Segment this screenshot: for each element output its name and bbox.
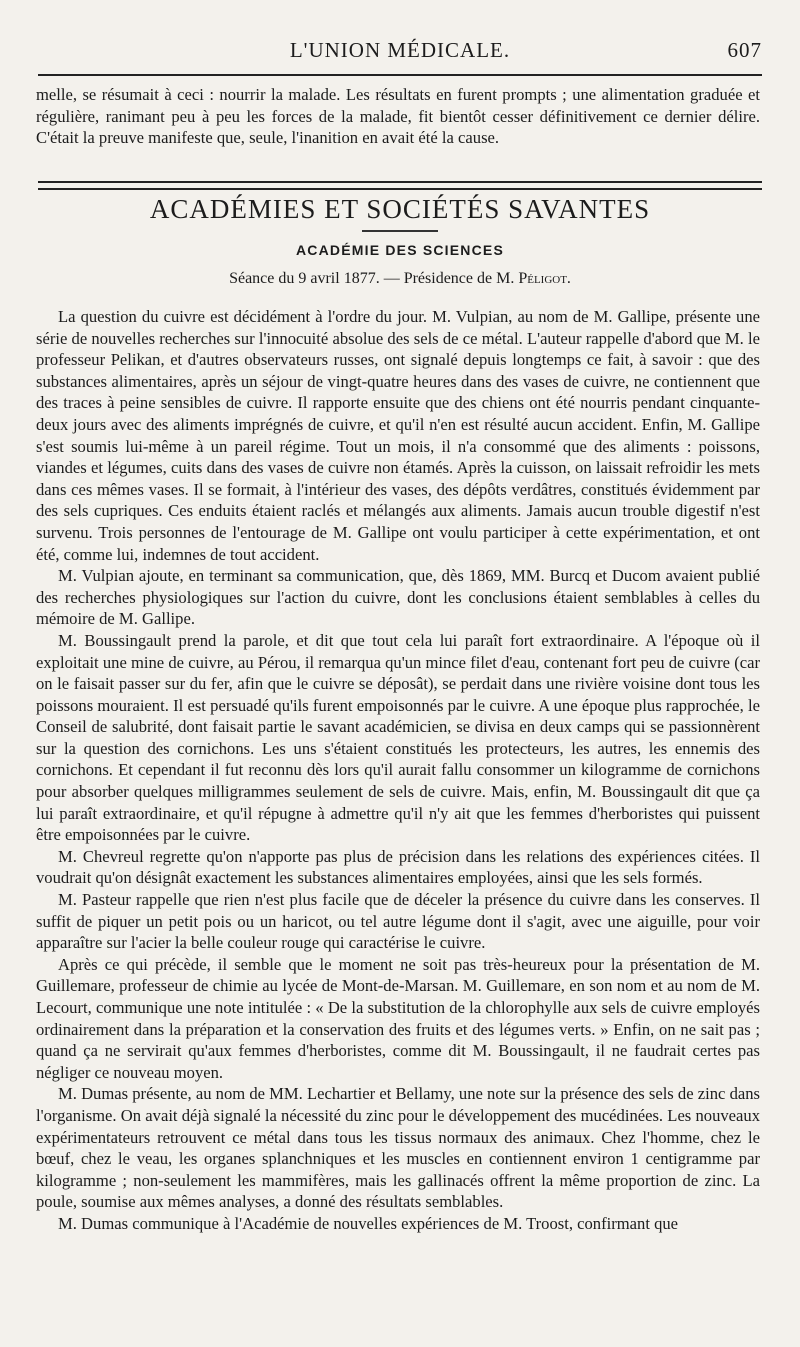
paragraph: La question du cuivre est décidément à l'ordre du jour. M. Vulpian, au nom de M. Gallipe, présente une série de nouvelles recherches sur l'innocuité absolue des sels de ce métal. L'auteur rappelle d'abord que M. le professeur Pelikan, et d'autres observateurs russes, ont signalé depuis longtemps ce fait, à savoir : que des substances alimentaires, après un séjour de vingt-quatre heures dans des vases de cuivre, ne contiennent que des traces à peine sensibles de cuivre. Il rapporte ensuite que des chiens ont été nourris pendant cinquante-deux jours avec des aliments imprégnés de cuivre, et qu'il n'en est résulté aucun accident. Enfin, M. Gallipe s'est soumis lui-même à un pareil régime. Tout un mois, il n'a consommé que des aliments : poissons, viandes et légumes, cuits dans des vases de cuivre non étamés. Après la cuisson, on laissait refroidir les mets dans ces mêmes vases. Il se formait, à l'intérieur des vases, des dépôts verdâtres, constitués évidemment par des sels cupriques. Ces enduits étaient raclés et mélangés aux aliments. Jamais aucun trouble digestif n'est survenu. Trois personnes de l'entourage de M. Gallipe ont voulu participer à cette expérimentation, et ont été, comme lui, indemnes de tout accident. xyxy=(36,307,760,564)
session-date: Séance du 9 avril 1877. — Présidence de M. xyxy=(229,270,515,287)
paragraph: M. Dumas présente, au nom de MM. Lechartier et Bellamy, une note sur la présence des sels de zinc dans l'organisme. On avait déjà signalé la nécessité du zinc pour le développement des mucédinées. Les nouveaux expérimentateurs retrouvent ce métal dans tous les tissus normaux des animaux. Chez l'homme, chez le bœuf, chez le veau, les organes splanchniques et les muscles en contiennent environ 1 centigramme par kilogramme ; non-seulement les mammifères, mais les gallinacés offrent la même proportion de zinc. La poule, soumise aux mêmes analyses, a donné des résultats semblables. xyxy=(36,1084,760,1212)
paragraph: M. Chevreul regrette qu'on n'apporte pas plus de précision dans les relations des expériences citées. Il voudrait qu'on désignât exactement les substances alimentaires employées, ainsi que les sels formés. xyxy=(36,846,760,888)
lead-text xyxy=(36,84,760,149)
paragraph: M. Dumas communique à l'Académie de nouvelles expériences de M. Troost, confirmant que xyxy=(58,1213,679,1233)
paragraph: M. Vulpian ajoute, en terminant sa communication, que, dès 1869, MM. Burcq et Ducom avaient publié des recherches physiologiques sur l'action du cuivre, dont les conclusions étaient semblables à celles du mémoire de M. Gallipe. xyxy=(36,566,760,629)
paragraph: M. Boussingault prend la parole, et dit que tout cela lui paraît fort extraordinaire. A l'époque où il exploitait une mine de cuivre, au Pérou, il remarqua qu'un mince filet d'eau, contenant fort peu de cuivre (car on le faisait passer sur du fer, afin que le cuivre se déposât), se perdait dans une rivière voisine dont tous les poissons mouraient. Il est persuadé qu'ils furent empoisonnés par le cuivre. A une époque plus rapprochée, le Conseil de salubrité, dont faisait partie le savant académicien, se divisa en deux camps qui se passionnèrent sur la question des cornichons. Les uns s'étaient constitués les protecteurs, les autres, les ennemis des cornichons. Et cependant il fut reconnu dès lors qu'il aurait fallu consommer un kilogramme de cornichons pour absorber quelques milligrammes seulement de sels de cuivre. Mais, enfin, M. Boussingault dit que ça lui paraît extraordinaire, et qu'il répugne à admettre qu'il n'y ait que les femmes d'herboristes qui puissent être empoisonnées par le cuivre. xyxy=(36,630,760,845)
section-subtitle: ACADÉMIE DES SCIENCES xyxy=(295,242,504,258)
title-underline xyxy=(362,230,438,232)
article-body xyxy=(36,306,760,1235)
paragraph: M. Pasteur rappelle que rien n'est plus facile que de déceler la présence du cuivre dans les conserves. Il suffit de piquer un petit pois ou un haricot, ou tel autre légume dont il s'agit, avec une aiguille, pour voir apparaître sur l'acier la belle couleur rouge qui caractérise le cuivre. xyxy=(36,890,760,953)
session-president: Péligot. xyxy=(518,270,571,287)
section-title: ACADÉMIES ET SOCIÉTÉS SAVANTES xyxy=(149,194,651,224)
header-rule xyxy=(38,74,762,76)
lead-paragraph: melle, se résumait à ceci : nourrir la malade. Les résultats en furent prompts ; une alimentation graduée et régulière, ranimant peu à peu les forces de la malade, fit bientôt cesser définitivement ce dernier délire. C'était la preuve manifeste que, seule, l'inanition en avait été la cause. xyxy=(36,85,760,148)
paragraph: Après ce qui précède, il semble que le moment ne soit pas très-heureux pour la présentation de M. Guillemare, professeur de chimie au lycée de Mont-de-Marsan. M. Guillemare, en son nom et au nom de M. Lecourt, communique une note intitulée : « De la substitution de la chlorophylle aux sels de cuivre employés ordinairement dans la préparation et la conservation des fruits et des légumes verts. » Enfin, on ne sait pas ; quand ça ne servirait qu'aux femmes d'herboristes, comme dit M. Boussingault, il ne faudrait certes pas négliger ce nouveau moyen. xyxy=(36,954,760,1082)
session-line xyxy=(0,270,800,288)
section-divider xyxy=(38,181,762,190)
page-number: 607 xyxy=(727,38,762,62)
running-title: L'UNION MÉDICALE. xyxy=(289,38,511,62)
page-header xyxy=(38,38,762,68)
